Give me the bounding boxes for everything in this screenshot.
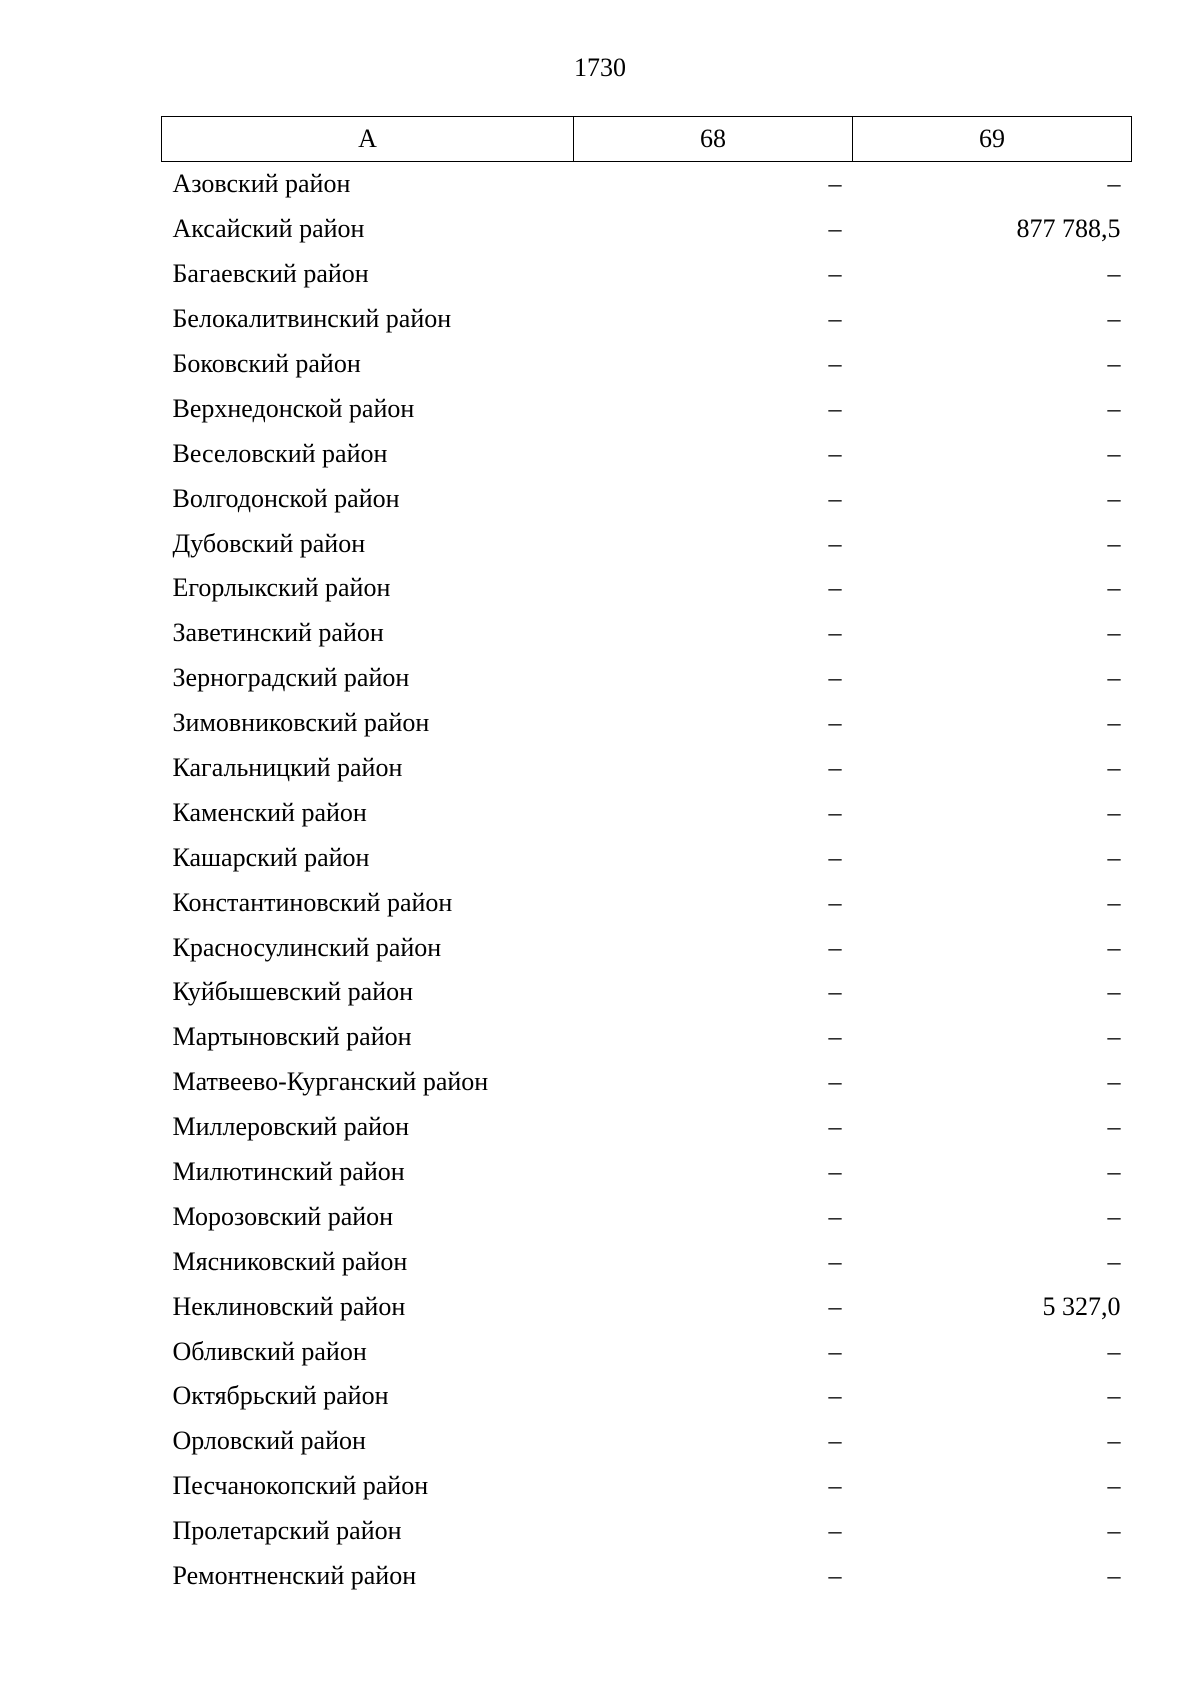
- district-name-cell: Веселовский район: [172, 438, 388, 468]
- district-name-cell: Миллеровский район: [172, 1112, 410, 1142]
- value-cell-68: –: [828, 1246, 842, 1276]
- district-name-cell: Зимовниковский район: [172, 708, 430, 738]
- table-row: [162, 970, 1132, 1015]
- value-cell-69: –: [1107, 1112, 1121, 1142]
- value-cell-68: –: [828, 887, 842, 917]
- table-row: [162, 1150, 1132, 1195]
- value-cell-68: –: [828, 797, 842, 827]
- value-cell-69: –: [1107, 304, 1121, 334]
- district-name-cell: Заветинский район: [172, 618, 384, 648]
- table-row: [162, 1509, 1132, 1554]
- value-cell-68: –: [828, 1067, 842, 1097]
- value-cell-68: –: [828, 528, 842, 558]
- district-name-cell: Боковский район: [172, 349, 361, 378]
- table-row: [162, 1105, 1132, 1150]
- table-row: [162, 342, 1132, 387]
- value-cell-69: –: [1107, 977, 1121, 1007]
- header-cell-69: 69: [853, 117, 1132, 162]
- value-cell-69: –: [1107, 393, 1121, 423]
- value-cell-68: –: [828, 573, 842, 603]
- value-cell-68: –: [828, 708, 842, 738]
- value-cell-68: –: [828, 304, 842, 334]
- value-cell-68: –: [828, 1426, 842, 1456]
- value-cell-69: –: [1107, 842, 1121, 872]
- value-cell-69: 877 788,5: [1016, 214, 1121, 244]
- table-row: [162, 521, 1132, 566]
- table-row: [162, 835, 1132, 880]
- value-cell-69: –: [1107, 708, 1121, 738]
- table-row: [162, 1284, 1132, 1329]
- district-name-cell: Песчанокопский район: [172, 1471, 429, 1501]
- district-name-cell: Каменский район: [172, 797, 367, 827]
- district-name-cell: Морозовский район: [172, 1201, 394, 1231]
- table-row: [162, 386, 1132, 431]
- table-header: [162, 117, 1132, 162]
- value-cell-69: –: [1107, 1426, 1121, 1456]
- district-name-cell: Красносулинский район: [172, 932, 442, 962]
- value-cell-69: –: [1107, 1561, 1121, 1591]
- table-row: [162, 297, 1132, 342]
- district-name-cell: Аксайский район: [172, 214, 365, 244]
- value-cell-68: –: [828, 393, 842, 423]
- value-cell-69: –: [1107, 1516, 1121, 1546]
- value-cell-69: –: [1107, 1471, 1121, 1501]
- value-cell-69: –: [1107, 483, 1121, 513]
- value-cell-69: –: [1107, 349, 1121, 378]
- table-row: [162, 162, 1132, 207]
- value-cell-68: –: [828, 483, 842, 513]
- district-name-cell: Константиновский район: [172, 887, 453, 917]
- table-row: [162, 207, 1132, 252]
- value-cell-69: –: [1107, 1157, 1121, 1187]
- table-row: [162, 566, 1132, 611]
- value-cell-69: –: [1107, 1201, 1121, 1231]
- table-row: [162, 431, 1132, 476]
- district-name-cell: Багаевский район: [172, 259, 369, 289]
- header-cell-a: А: [162, 117, 574, 162]
- header-row: [162, 117, 1132, 162]
- value-cell-69: –: [1107, 528, 1121, 558]
- value-cell-68: –: [828, 438, 842, 468]
- district-name-cell: Милютинский район: [172, 1157, 405, 1187]
- district-name-cell: Зерноградский район: [172, 663, 410, 693]
- value-cell-69: –: [1107, 753, 1121, 783]
- value-cell-68: –: [828, 1381, 842, 1411]
- table-row: [162, 790, 1132, 835]
- table-row: [162, 925, 1132, 970]
- value-cell-68: –: [828, 214, 842, 244]
- district-name-cell: Ремонтненский район: [172, 1561, 417, 1591]
- header-cell-68: 68: [574, 117, 853, 162]
- value-cell-68: –: [828, 977, 842, 1007]
- table-row: [162, 476, 1132, 521]
- district-name-cell: Пролетарский район: [172, 1516, 402, 1546]
- value-cell-68: –: [828, 349, 842, 378]
- value-cell-69: –: [1107, 1381, 1121, 1411]
- value-cell-69: –: [1107, 1022, 1121, 1052]
- value-cell-69: –: [1107, 618, 1121, 648]
- value-cell-69: –: [1107, 259, 1121, 289]
- table-row: [162, 1554, 1132, 1599]
- district-name-cell: Мартыновский район: [172, 1022, 412, 1052]
- table-row: [162, 656, 1132, 701]
- value-cell-69: –: [1107, 1067, 1121, 1097]
- value-cell-69: –: [1107, 797, 1121, 827]
- value-cell-68: –: [828, 1022, 842, 1052]
- district-name-cell: Егорлыкский район: [172, 573, 391, 603]
- value-cell-68: –: [828, 1157, 842, 1187]
- value-cell-68: –: [828, 169, 842, 199]
- district-name-cell: Верхнедонской район: [172, 393, 415, 423]
- table-row: [162, 1015, 1132, 1060]
- table-row: [162, 1329, 1132, 1374]
- page-number: 1730: [574, 53, 626, 82]
- district-name-cell: Азовский район: [172, 169, 351, 199]
- value-cell-68: –: [828, 842, 842, 872]
- table-row: [162, 701, 1132, 746]
- value-cell-68: –: [828, 618, 842, 648]
- value-cell-69: –: [1107, 1246, 1121, 1276]
- value-cell-68: –: [828, 1112, 842, 1142]
- value-cell-68: –: [828, 1516, 842, 1546]
- value-cell-69: –: [1107, 573, 1121, 603]
- district-name-cell: Волгодонской район: [172, 483, 400, 513]
- table-row: [162, 1194, 1132, 1239]
- district-name-cell: Кагальницкий район: [172, 753, 403, 783]
- table-body: [162, 162, 1132, 1599]
- district-name-cell: Белокалитвинский район: [172, 304, 452, 334]
- value-cell-69: –: [1107, 1336, 1121, 1366]
- table-row: [162, 880, 1132, 925]
- table-row: [162, 611, 1132, 656]
- value-cell-68: –: [828, 663, 842, 693]
- value-cell-68: –: [828, 1291, 842, 1321]
- value-cell-68: –: [828, 1471, 842, 1501]
- value-cell-69: –: [1107, 438, 1121, 468]
- district-name-cell: Куйбышевский район: [172, 977, 414, 1007]
- table-row: [162, 252, 1132, 297]
- value-cell-69: –: [1107, 932, 1121, 962]
- data-table-container: [161, 116, 1131, 1599]
- value-cell-68: –: [828, 932, 842, 962]
- value-cell-69: –: [1107, 663, 1121, 693]
- table-row: [162, 1060, 1132, 1105]
- district-name-cell: Октябрьский район: [172, 1381, 389, 1411]
- table-row: [162, 746, 1132, 791]
- district-name-cell: Орловский район: [172, 1426, 366, 1456]
- value-cell-68: –: [828, 1201, 842, 1231]
- value-cell-68: –: [828, 1561, 842, 1591]
- table-row: [162, 1464, 1132, 1509]
- district-name-cell: Мясниковский район: [172, 1246, 408, 1276]
- table-row: [162, 1239, 1132, 1284]
- value-cell-68: –: [828, 259, 842, 289]
- data-table: [161, 116, 1132, 1599]
- value-cell-68: –: [828, 753, 842, 783]
- value-cell-69: –: [1107, 887, 1121, 917]
- district-name-cell: Кашарский район: [172, 842, 370, 872]
- district-name-cell: Неклиновский район: [172, 1291, 406, 1321]
- value-cell-69: 5 327,0: [1042, 1291, 1121, 1321]
- value-cell-69: –: [1107, 169, 1121, 199]
- table-row: [162, 1419, 1132, 1464]
- value-cell-68: –: [828, 1336, 842, 1366]
- table-row: [162, 1374, 1132, 1419]
- district-name-cell: Дубовский район: [172, 528, 366, 558]
- district-name-cell: Обливский район: [172, 1336, 367, 1366]
- district-name-cell: Матвеево-Курганский район: [172, 1067, 489, 1097]
